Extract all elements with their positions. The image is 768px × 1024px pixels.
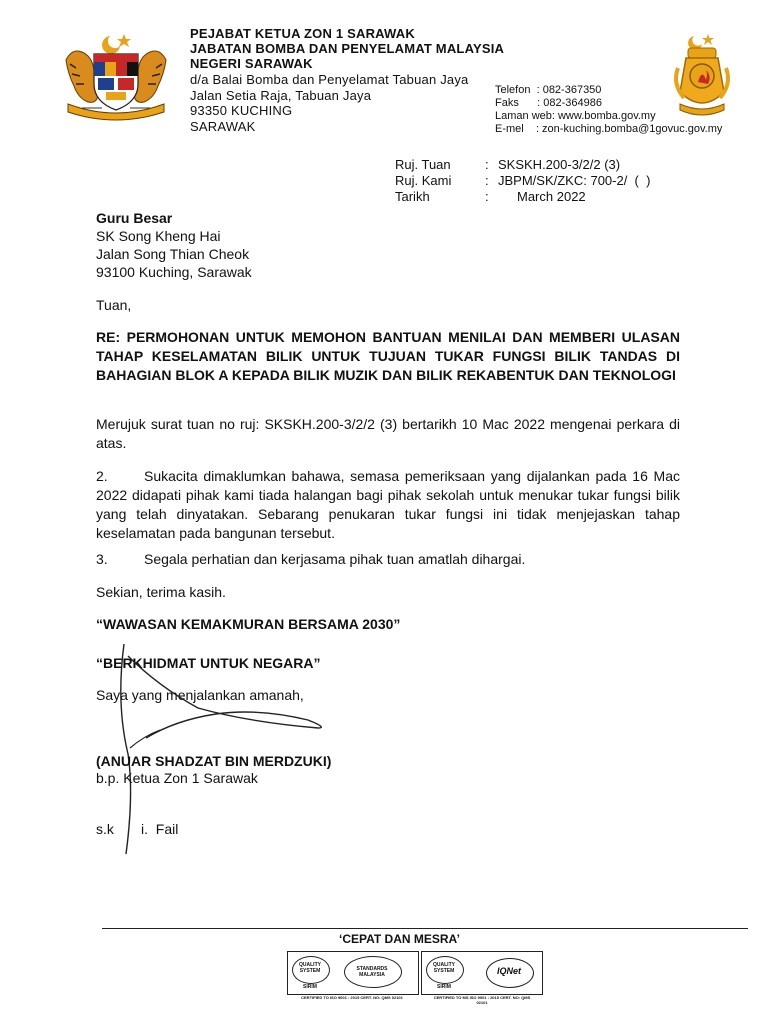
- closing: Sekian, terima kasih.: [96, 584, 226, 600]
- paragraph-2: [96, 467, 680, 543]
- letterhead-office: PEJABAT KETUA ZON 1 SARAWAK: [190, 26, 415, 41]
- footer-divider: [102, 928, 748, 929]
- ref-tuan-label: Ruj. Tuan: [395, 157, 451, 172]
- salutation: Tuan,: [96, 297, 132, 313]
- recipient-line-1: SK Song Kheng Hai: [96, 228, 221, 244]
- ref-date-value: March 2022: [517, 189, 586, 204]
- ref-tuan-value: SKSKH.200-3/2/2 (3): [498, 157, 621, 172]
- signature-icon: [90, 636, 330, 866]
- cert1-sirim: SIRIM: [303, 984, 317, 990]
- cert-badge-iso-2: [421, 951, 543, 995]
- letterhead-address-2: Jalan Setia Raja, Tabuan Jaya: [190, 88, 372, 103]
- paragraph-1: Merujuk surat tuan no ruj: SKSKH.200-3/2/2 (3) bertarikh 10 Mac 2022 mengenai perkara di atas.: [96, 416, 680, 451]
- sk-item-fail: i. Fail: [141, 821, 179, 837]
- ref-kami-value: JBPM/SK/ZKC: 700-2/ ( ): [498, 173, 651, 188]
- cert2-sirim: SIRIM: [437, 984, 451, 990]
- contact-email: E-mel : zon-kuching.bomba@1govuc.gov.my: [495, 123, 723, 135]
- paragraph-3: Segala perhatian dan kerjasama pihak tuan amatlah dihargai.: [144, 551, 526, 567]
- ref-date-label: Tarikh: [395, 189, 430, 204]
- recipient-line-3: 93100 Kuching, Sarawak: [96, 264, 252, 280]
- ref-date-colon: :: [485, 189, 489, 204]
- cert1-quality-system: QUALITY SYSTEM: [299, 962, 321, 974]
- letterhead-address-4: SARAWAK: [190, 119, 256, 134]
- contact-website: Laman web: www.bomba.gov.my: [495, 110, 656, 122]
- letterhead-state: NEGERI SARAWAK: [190, 56, 313, 71]
- signatory-name: (ANUAR SHADZAT BIN MERDZUKI): [96, 753, 332, 769]
- contact-fax: Faks : 082-364986: [495, 97, 603, 109]
- letterhead-address-1: d/a Balai Bomba dan Penyelamat Tabuan Jaya: [190, 72, 469, 87]
- cert2-caption: CERTIFIED TO MS ISO 9001 : 2015 CERT. NO: QMS 02101: [433, 995, 531, 1005]
- malaysia-coat-of-arms-icon: [58, 30, 174, 122]
- subject-heading: RE: PERMOHONAN UNTUK MEMOHON BANTUAN MENILAI DAN MEMBERI ULASAN TAHAP KESELAMATAN BILIK UNTUK TUJUAN TUKAR FUNGSI BILIK TANDAS DI BAHAGIAN BLOK A KEPADA BILIK MUZIK DAN BILIK REKABENTUK DAN TEKNOLOGI: [96, 329, 680, 383]
- recipient-title: Guru Besar: [96, 210, 173, 226]
- motto-wawasan: “WAWASAN KEMAKMURAN BERSAMA 2030”: [96, 616, 401, 632]
- sk-label: s.k: [96, 821, 114, 837]
- recipient-line-2: Jalan Song Thian Cheok: [96, 246, 250, 262]
- amanah-line: Saya yang menjalankan amanah,: [96, 687, 304, 703]
- paragraph-2-text: Sukacita dimaklumkan bahawa, semasa pemeriksaan yang dijalankan pada 16 Mac 2022 didapati pihak kami tiada halangan bagi pihak sekolah untuk menukar tukar fungsi bilik yang telah dinyatakan. Sebarang penukaran tukar fungsi ini tidak menjejaskan tahap keselamatan pada bangunan tersebut.: [96, 468, 680, 541]
- contact-telephone: Telefon : 082-367350: [495, 84, 602, 96]
- footer-slogan: ‘CEPAT DAN MESRA’: [339, 932, 460, 946]
- letterhead-address-3: 93350 KUCHING: [190, 103, 293, 118]
- ref-kami-colon: :: [485, 173, 489, 188]
- paragraph-3-number: 3.: [96, 551, 108, 567]
- cert2-iqnet: IQNet: [496, 966, 521, 976]
- cert2-quality-system: QUALITY SYSTEM: [433, 962, 455, 974]
- ref-tuan-colon: :: [485, 157, 489, 172]
- letterhead-department: JABATAN BOMBA DAN PENYELAMAT MALAYSIA: [190, 41, 505, 56]
- signatory-role: b.p. Ketua Zon 1 Sarawak: [96, 770, 258, 786]
- paragraph-2-number: 2.: [96, 468, 108, 484]
- cert-badge-iso-1: [287, 951, 419, 995]
- cert1-caption: CERTIFIED TO ISO 9001 : 2015 CERT. NO: QMS 02101: [301, 995, 403, 1000]
- cert1-standards: STANDARDS MALAYSIA: [356, 966, 388, 978]
- bomba-emblem-icon: [664, 28, 740, 128]
- ref-kami-label: Ruj. Kami: [395, 173, 452, 188]
- motto-berkhidmat: “BERKHIDMAT UNTUK NEGARA”: [96, 655, 321, 671]
